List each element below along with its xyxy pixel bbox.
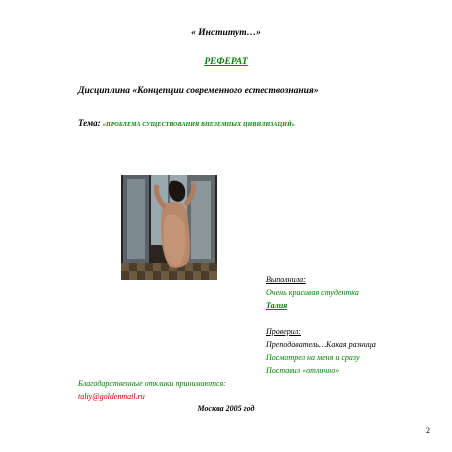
- performed-by: Очень красивая студентка: [266, 288, 359, 297]
- discipline: Дисциплина «Концепции современного естествознания»: [78, 86, 319, 96]
- looked-note: Посмотрел на меня и сразу: [266, 353, 360, 362]
- topic: [78, 118, 295, 128]
- contact-email: taliy@goldenmail.ru: [78, 392, 145, 401]
- page-number: 2: [426, 426, 430, 435]
- student-name: Талия: [266, 301, 288, 310]
- grade-note: Поставил «отлично»: [266, 366, 340, 375]
- topic-label: Тема:: [78, 118, 101, 128]
- performed-label: Выполнила:: [266, 275, 306, 284]
- thanks-note: Благодарственные отклики принимаются:: [78, 379, 226, 388]
- checked-by: Преподаватель…Какая разница: [266, 340, 376, 349]
- document-type: РЕФЕРАТ: [204, 57, 248, 67]
- topic-value: «ПРОБЛЕМА СУЩЕСТВОВАНИЯ ВНЕЗЕМНЫХ ЦИВИЛИЗАЦИЙ»: [102, 122, 295, 128]
- photo: [121, 175, 217, 280]
- city-year: Москва 2005 год: [197, 404, 255, 413]
- institute-name: « Институт…»: [191, 28, 261, 38]
- checked-label: Проверил:: [266, 327, 301, 336]
